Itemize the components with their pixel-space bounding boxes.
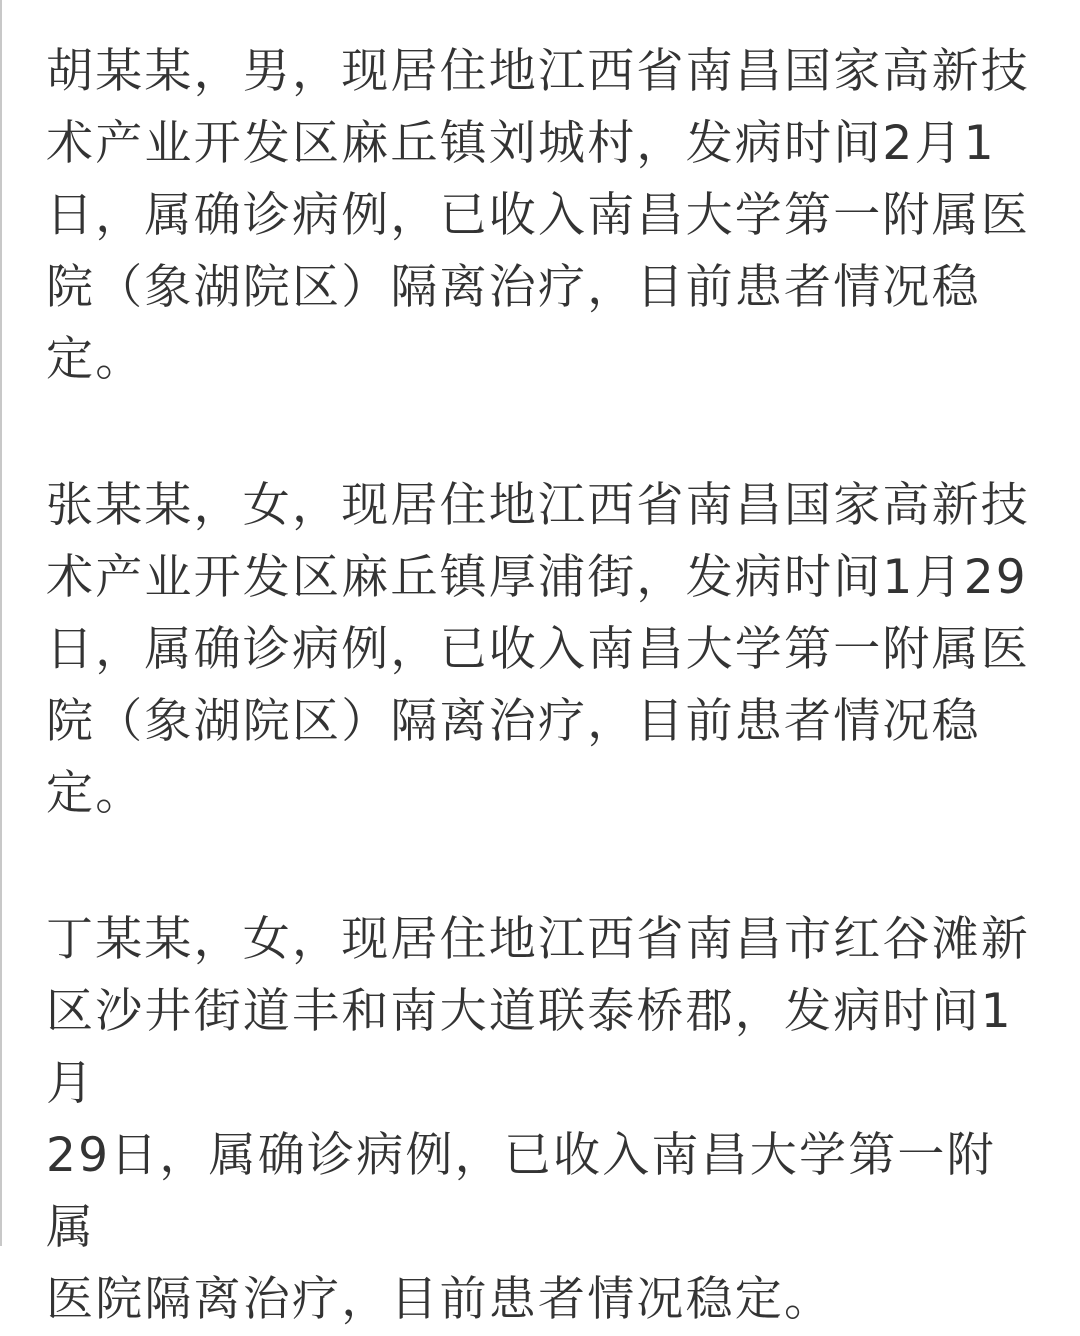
left-border xyxy=(0,0,2,1246)
case-paragraph: 丁某某，女，现居住地江西省南昌市红谷滩新 区沙井街道丰和南大道联泰桥郡，发病时间1月 29日，属确诊病例，已收入南昌大学第一附属 医院隔离治疗，目前患者情况稳定。 xyxy=(46,912,1030,1327)
article-content xyxy=(46,36,1036,1336)
case-paragraph: 张某某，女，现居住地江西省南昌国家高新技 术产业开发区麻丘镇厚浦街，发病时间1月29 日，属确诊病例，已收入南昌大学第一附属医 院（象湖院区）隔离治疗，目前患者情况稳 定。 xyxy=(46,478,1030,821)
case-paragraph: 胡某某，男，现居住地江西省南昌国家高新技 术产业开发区麻丘镇刘城村，发病时间2月1 日，属确诊病例，已收入南昌大学第一附属医 院（象湖院区）隔离治疗，目前患者情况稳 定。 xyxy=(46,44,1030,387)
